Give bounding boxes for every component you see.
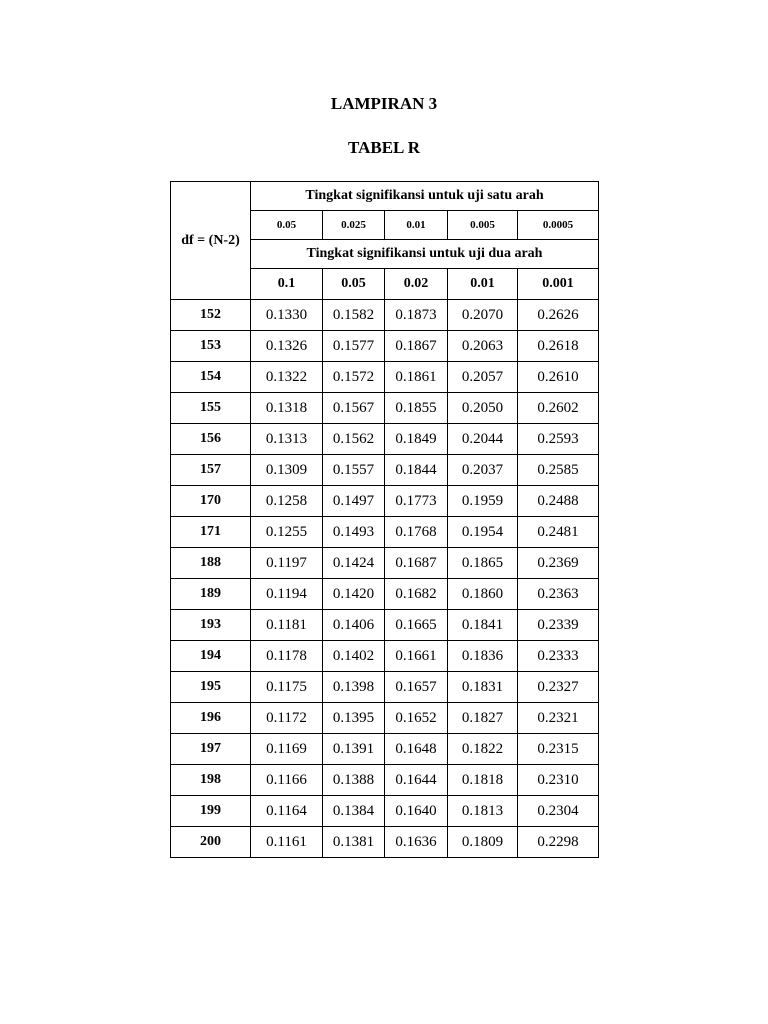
- df-value: 155: [171, 393, 251, 424]
- r-value: 0.1175: [251, 672, 323, 703]
- one-tailed-level: 0.01: [385, 211, 448, 240]
- r-value: 0.1827: [448, 703, 518, 734]
- r-value: 0.2488: [518, 486, 599, 517]
- r-value: 0.1194: [251, 579, 323, 610]
- r-value: 0.2333: [518, 641, 599, 672]
- r-table: [170, 181, 599, 858]
- r-value: 0.2057: [448, 362, 518, 393]
- r-value: 0.2610: [518, 362, 599, 393]
- df-value: 196: [171, 703, 251, 734]
- r-value: 0.1318: [251, 393, 323, 424]
- table-row: [171, 455, 599, 486]
- table-row: [171, 765, 599, 796]
- df-value: 188: [171, 548, 251, 579]
- page-title: LAMPIRAN 3: [330, 94, 438, 113]
- r-value: 0.2044: [448, 424, 518, 455]
- table-row: [171, 579, 599, 610]
- table-row: [171, 362, 599, 393]
- df-value: 154: [171, 362, 251, 393]
- table-row: [171, 827, 599, 858]
- r-value: 0.1309: [251, 455, 323, 486]
- r-value: 0.2298: [518, 827, 599, 858]
- table-row: [171, 331, 599, 362]
- df-value: 157: [171, 455, 251, 486]
- r-value: 0.1381: [323, 827, 385, 858]
- r-value: 0.1813: [448, 796, 518, 827]
- r-value: 0.1844: [385, 455, 448, 486]
- table-row: [171, 734, 599, 765]
- header-row-one-tailed-label: [171, 182, 599, 211]
- r-value: 0.1657: [385, 672, 448, 703]
- r-value: 0.2481: [518, 517, 599, 548]
- r-value: 0.1567: [323, 393, 385, 424]
- r-value: 0.1809: [448, 827, 518, 858]
- df-header: df = (N-2): [171, 182, 251, 300]
- r-value: 0.1867: [385, 331, 448, 362]
- r-value: 0.1682: [385, 579, 448, 610]
- table-row: [171, 486, 599, 517]
- r-value: 0.1326: [251, 331, 323, 362]
- r-value: 0.1169: [251, 734, 323, 765]
- r-value: 0.1395: [323, 703, 385, 734]
- r-value: 0.1388: [323, 765, 385, 796]
- df-value: 170: [171, 486, 251, 517]
- r-value: 0.1773: [385, 486, 448, 517]
- r-value: 0.1398: [323, 672, 385, 703]
- r-value: 0.1841: [448, 610, 518, 641]
- two-tailed-level: 0.05: [323, 269, 385, 300]
- r-value: 0.1818: [448, 765, 518, 796]
- one-tailed-level: 0.05: [251, 211, 323, 240]
- one-tailed-header: Tingkat signifikansi untuk uji satu arah: [251, 182, 599, 211]
- r-value: 0.1959: [448, 486, 518, 517]
- r-value: 0.2050: [448, 393, 518, 424]
- two-tailed-level: 0.02: [385, 269, 448, 300]
- r-value: 0.2321: [518, 703, 599, 734]
- r-value: 0.1572: [323, 362, 385, 393]
- df-value: 152: [171, 300, 251, 331]
- r-value: 0.1860: [448, 579, 518, 610]
- one-tailed-level: 0.0005: [518, 211, 599, 240]
- r-value: 0.2363: [518, 579, 599, 610]
- r-value: 0.1166: [251, 765, 323, 796]
- r-value: 0.1582: [323, 300, 385, 331]
- r-value: 0.1161: [251, 827, 323, 858]
- r-value: 0.1665: [385, 610, 448, 641]
- r-value: 0.1640: [385, 796, 448, 827]
- r-value: 0.2327: [518, 672, 599, 703]
- r-value: 0.2310: [518, 765, 599, 796]
- r-value: 0.1406: [323, 610, 385, 641]
- r-value: 0.2315: [518, 734, 599, 765]
- one-tailed-level: 0.025: [323, 211, 385, 240]
- r-value: 0.1644: [385, 765, 448, 796]
- r-value: 0.1687: [385, 548, 448, 579]
- r-value: 0.1768: [385, 517, 448, 548]
- r-value: 0.1330: [251, 300, 323, 331]
- r-value: 0.2602: [518, 393, 599, 424]
- r-value: 0.2585: [518, 455, 599, 486]
- r-value: 0.1384: [323, 796, 385, 827]
- r-value: 0.2369: [518, 548, 599, 579]
- r-value: 0.1402: [323, 641, 385, 672]
- r-value: 0.1661: [385, 641, 448, 672]
- r-table-body: [171, 182, 599, 858]
- r-value: 0.1822: [448, 734, 518, 765]
- table-row: [171, 672, 599, 703]
- r-value: 0.1391: [323, 734, 385, 765]
- r-value: 0.1849: [385, 424, 448, 455]
- table-row: [171, 300, 599, 331]
- r-value: 0.1181: [251, 610, 323, 641]
- table-row: [171, 393, 599, 424]
- df-value: 198: [171, 765, 251, 796]
- r-value: 0.1954: [448, 517, 518, 548]
- r-value: 0.1861: [385, 362, 448, 393]
- r-value: 0.1172: [251, 703, 323, 734]
- table-title: TABEL R: [348, 138, 420, 157]
- r-value: 0.2070: [448, 300, 518, 331]
- r-value: 0.1873: [385, 300, 448, 331]
- r-value: 0.1197: [251, 548, 323, 579]
- r-value: 0.1164: [251, 796, 323, 827]
- table-row: [171, 610, 599, 641]
- r-value: 0.2626: [518, 300, 599, 331]
- r-value: 0.1493: [323, 517, 385, 548]
- table-row: [171, 517, 599, 548]
- r-value: 0.2063: [448, 331, 518, 362]
- r-value: 0.2037: [448, 455, 518, 486]
- r-value: 0.1836: [448, 641, 518, 672]
- r-value: 0.1258: [251, 486, 323, 517]
- r-value: 0.1557: [323, 455, 385, 486]
- df-value: 200: [171, 827, 251, 858]
- df-value: 189: [171, 579, 251, 610]
- r-value: 0.1420: [323, 579, 385, 610]
- two-tailed-level: 0.01: [448, 269, 518, 300]
- table-row: [171, 796, 599, 827]
- r-value: 0.1865: [448, 548, 518, 579]
- r-value: 0.1831: [448, 672, 518, 703]
- r-value: 0.1636: [385, 827, 448, 858]
- table-row: [171, 424, 599, 455]
- two-tailed-level: 0.001: [518, 269, 599, 300]
- two-tailed-level: 0.1: [251, 269, 323, 300]
- r-value: 0.1424: [323, 548, 385, 579]
- table-row: [171, 548, 599, 579]
- r-value: 0.2304: [518, 796, 599, 827]
- r-value: 0.1178: [251, 641, 323, 672]
- df-value: 171: [171, 517, 251, 548]
- df-value: 193: [171, 610, 251, 641]
- table-row: [171, 641, 599, 672]
- r-value: 0.1648: [385, 734, 448, 765]
- df-value: 197: [171, 734, 251, 765]
- two-tailed-header: Tingkat signifikansi untuk uji dua arah: [251, 240, 599, 269]
- r-value: 0.2618: [518, 331, 599, 362]
- r-value: 0.1322: [251, 362, 323, 393]
- r-value: 0.2339: [518, 610, 599, 641]
- r-value: 0.1497: [323, 486, 385, 517]
- df-value: 153: [171, 331, 251, 362]
- r-value: 0.1652: [385, 703, 448, 734]
- r-value: 0.1255: [251, 517, 323, 548]
- r-value: 0.1855: [385, 393, 448, 424]
- df-value: 156: [171, 424, 251, 455]
- table-row: [171, 703, 599, 734]
- one-tailed-level: 0.005: [448, 211, 518, 240]
- r-value: 0.2593: [518, 424, 599, 455]
- df-value: 195: [171, 672, 251, 703]
- r-value: 0.1577: [323, 331, 385, 362]
- r-value: 0.1562: [323, 424, 385, 455]
- df-value: 194: [171, 641, 251, 672]
- df-value: 199: [171, 796, 251, 827]
- r-value: 0.1313: [251, 424, 323, 455]
